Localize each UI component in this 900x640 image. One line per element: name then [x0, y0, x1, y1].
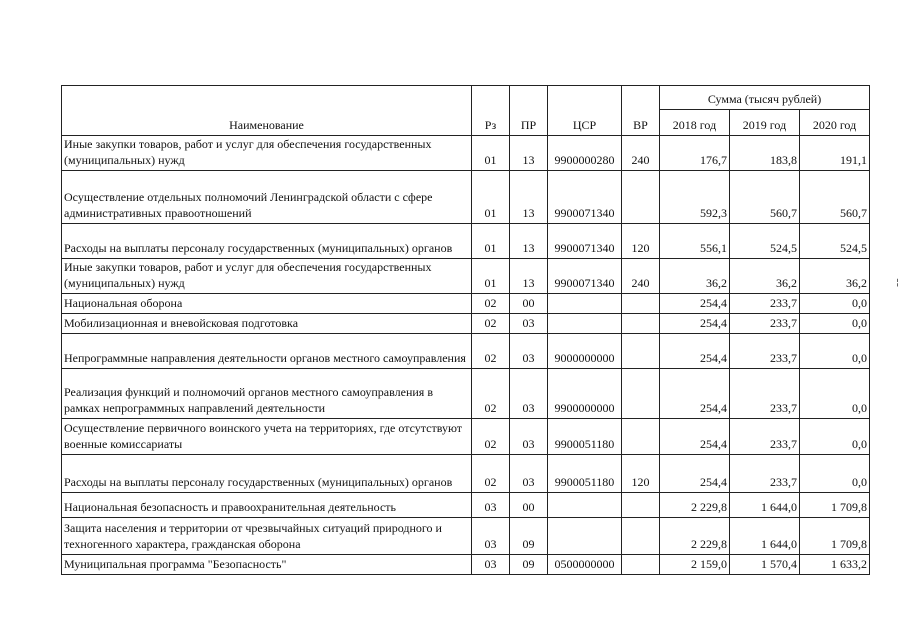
header-2019: 2019 год [730, 110, 800, 136]
row-csr: 9900071340 [548, 259, 622, 294]
row-name: Непрограммные направления деятельности органов местного самоуправления [62, 334, 472, 369]
row-csr: 9900071340 [548, 224, 622, 259]
row-pr: 13 [510, 136, 548, 171]
row-2018: 254,4 [660, 369, 730, 419]
row-rz: 02 [472, 334, 510, 369]
row-rz: 03 [472, 555, 510, 575]
row-2019: 233,7 [730, 314, 800, 334]
row-vr [622, 419, 660, 455]
row-rz: 01 [472, 224, 510, 259]
header-2018: 2018 год [660, 110, 730, 136]
header-2020: 2020 год [800, 110, 870, 136]
row-rz: 01 [472, 259, 510, 294]
row-2019: 560,7 [730, 171, 800, 224]
row-2020: 0,0 [800, 369, 870, 419]
row-2020: 1 709,8 [800, 518, 870, 555]
row-csr [548, 294, 622, 314]
row-csr: 9900000280 [548, 136, 622, 171]
row-name: Осуществление первичного воинского учета на территориях, где отсутствуют военные комиссариаты [62, 419, 472, 455]
table-row [62, 259, 870, 294]
row-2020: 0,0 [800, 334, 870, 369]
row-rz: 01 [472, 136, 510, 171]
row-2018: 556,1 [660, 224, 730, 259]
row-vr [622, 555, 660, 575]
row-pr: 09 [510, 555, 548, 575]
row-vr [622, 334, 660, 369]
row-2020: 0,0 [800, 314, 870, 334]
row-2018: 254,4 [660, 455, 730, 493]
header-sum-group: Сумма (тысяч рублей) [660, 86, 870, 110]
header-csr: ЦСР [548, 86, 622, 136]
table-row [62, 419, 870, 455]
row-rz: 01 [472, 171, 510, 224]
header-vr: ВР [622, 86, 660, 136]
table-row [62, 171, 870, 224]
row-rz: 02 [472, 294, 510, 314]
table-row [62, 314, 870, 334]
row-2020: 1 709,8 [800, 493, 870, 518]
row-2019: 233,7 [730, 334, 800, 369]
row-csr: 0500000000 [548, 555, 622, 575]
row-vr [622, 518, 660, 555]
row-csr: 9900051180 [548, 419, 622, 455]
row-pr: 03 [510, 455, 548, 493]
table-row [62, 224, 870, 259]
row-name: Реализация функций и полномочий органов местного самоуправления в рамках непрограммных направлений деятельности [62, 369, 472, 419]
row-pr: 03 [510, 369, 548, 419]
row-name: Защита населения и территории от чрезвычайных ситуаций природного и техногенного характера, гражданская оборона [62, 518, 472, 555]
row-2018: 254,4 [660, 314, 730, 334]
row-csr [548, 314, 622, 334]
row-rz: 03 [472, 518, 510, 555]
row-name: Иные закупки товаров, работ и услуг для обеспечения государственных (муниципальных) нужд [62, 136, 472, 171]
row-pr: 13 [510, 224, 548, 259]
row-2020: 0,0 [800, 294, 870, 314]
row-vr: 120 [622, 455, 660, 493]
row-rz: 02 [472, 314, 510, 334]
table-row [62, 369, 870, 419]
row-pr: 00 [510, 493, 548, 518]
row-2018: 2 229,8 [660, 493, 730, 518]
row-2019: 183,8 [730, 136, 800, 171]
row-csr [548, 518, 622, 555]
row-2018: 36,2 [660, 259, 730, 294]
row-pr: 03 [510, 334, 548, 369]
row-vr: 240 [622, 136, 660, 171]
table-header [62, 86, 870, 136]
row-vr [622, 294, 660, 314]
table-row [62, 518, 870, 555]
row-2018: 592,3 [660, 171, 730, 224]
row-rz: 02 [472, 455, 510, 493]
row-2020: 36,2 [800, 259, 870, 294]
row-2020: 560,7 [800, 171, 870, 224]
row-name: Национальная безопасность и правоохранительная деятельность [62, 493, 472, 518]
row-vr [622, 369, 660, 419]
row-2018: 2 229,8 [660, 518, 730, 555]
row-csr: 9900000000 [548, 369, 622, 419]
row-2019: 233,7 [730, 294, 800, 314]
table-row [62, 555, 870, 575]
row-2019: 233,7 [730, 369, 800, 419]
row-name: Мобилизационная и вневойсковая подготовка [62, 314, 472, 334]
row-csr: 9000000000 [548, 334, 622, 369]
row-rz: 03 [472, 493, 510, 518]
row-2020: 191,1 [800, 136, 870, 171]
row-vr: 240 [622, 259, 660, 294]
row-2020: 0,0 [800, 455, 870, 493]
scan-edge-mark: ¦ [896, 278, 900, 288]
budget-table [61, 85, 870, 575]
row-2019: 524,5 [730, 224, 800, 259]
row-2020: 524,5 [800, 224, 870, 259]
row-name: Осуществление отдельных полномочий Ленинградской области с сфере административных правоотношений [62, 171, 472, 224]
row-rz: 02 [472, 369, 510, 419]
row-pr: 13 [510, 259, 548, 294]
row-name: Расходы на выплаты персоналу государственных (муниципальных) органов [62, 224, 472, 259]
table-row [62, 136, 870, 171]
row-vr [622, 314, 660, 334]
row-csr: 9900051180 [548, 455, 622, 493]
row-2018: 2 159,0 [660, 555, 730, 575]
table-row [62, 294, 870, 314]
row-pr: 03 [510, 419, 548, 455]
row-name: Национальная оборона [62, 294, 472, 314]
row-2020: 1 633,2 [800, 555, 870, 575]
row-csr [548, 493, 622, 518]
header-rz: Рз [472, 86, 510, 136]
row-2018: 254,4 [660, 419, 730, 455]
row-name: Муниципальная программа "Безопасность" [62, 555, 472, 575]
table-row [62, 334, 870, 369]
row-2019: 233,7 [730, 455, 800, 493]
row-2019: 1 570,4 [730, 555, 800, 575]
row-vr [622, 493, 660, 518]
row-rz: 02 [472, 419, 510, 455]
row-pr: 13 [510, 171, 548, 224]
row-pr: 09 [510, 518, 548, 555]
row-2018: 254,4 [660, 294, 730, 314]
header-pr: ПР [510, 86, 548, 136]
row-2020: 0,0 [800, 419, 870, 455]
row-2018: 176,7 [660, 136, 730, 171]
table-row [62, 493, 870, 518]
row-vr: 120 [622, 224, 660, 259]
row-2019: 233,7 [730, 419, 800, 455]
row-name: Иные закупки товаров, работ и услуг для обеспечения государственных (муниципальных) нужд [62, 259, 472, 294]
row-name: Расходы на выплаты персоналу государственных (муниципальных) органов [62, 455, 472, 493]
row-pr: 03 [510, 314, 548, 334]
table-body [62, 136, 870, 575]
table-row [62, 455, 870, 493]
row-2019: 1 644,0 [730, 493, 800, 518]
header-name: Наименование [62, 86, 472, 136]
row-2019: 36,2 [730, 259, 800, 294]
row-2018: 254,4 [660, 334, 730, 369]
row-vr [622, 171, 660, 224]
row-csr: 9900071340 [548, 171, 622, 224]
row-2019: 1 644,0 [730, 518, 800, 555]
row-pr: 00 [510, 294, 548, 314]
